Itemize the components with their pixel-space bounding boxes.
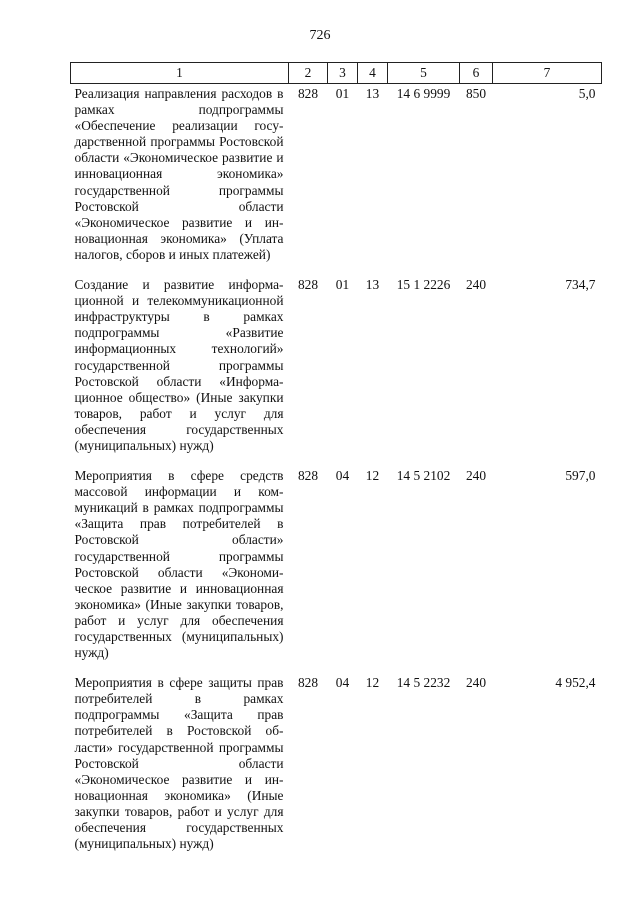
header-col-3: 3	[328, 63, 358, 84]
header-col-6: 6	[460, 63, 493, 84]
header-col-7: 7	[493, 63, 602, 84]
row-col-5: 14 5 2102	[396, 468, 451, 484]
table-row	[71, 277, 602, 468]
row-amount: 734,7	[565, 277, 596, 293]
header-col-2: 2	[289, 63, 328, 84]
row-col-2: 828	[297, 468, 319, 484]
row-col-6: 850	[465, 86, 487, 101]
row-amount: 4 952,4	[555, 675, 596, 691]
row-col-3: 04	[335, 468, 350, 484]
header-col-4: 4	[358, 63, 388, 84]
budget-table	[70, 62, 602, 866]
row-amount: 5,0	[578, 86, 596, 101]
table-header	[71, 63, 602, 84]
row-col-5: 14 5 2232	[396, 675, 451, 691]
row-amount: 597,0	[565, 468, 596, 484]
row-col-5: 14 6 9999	[396, 86, 451, 101]
header-col-1: 1	[71, 63, 289, 84]
row-col-3: 01	[335, 86, 350, 101]
row-col-4: 13	[365, 86, 380, 101]
row-col-6: 240	[465, 468, 487, 484]
row-description: Мероприятия в сфере защиты прав потребителей в рамках подпрограммы «Защита прав потребителей в Ростовской области» государственной программы Ростовской области «Экономическое развитие и инновационная экономика» (Иные закупки товаров, работ и услуг для обеспечения государственных (муниципальных) нужд)	[74, 675, 284, 852]
row-description: Создание и развитие информационной и телекоммуникационной инфраструктуры в рамках подпрограммы «Развитие информационных технологий» государственной программы Ростовской области «Информационное общество» (Иные закупки товаров, работ и услуг для обеспечения государственных (муниципальных) нужд)	[74, 277, 284, 453]
row-col-2: 828	[297, 277, 319, 293]
row-col-6: 240	[465, 675, 487, 691]
row-description: Реализация направления расходов в рамках подпрограммы «Обеспечение реализации государственной программы Ростовской области «Экономическое развитие и инновационная экономика» государственной программы Ростовской области «Экономическое развитие и инновационная экономика» (Уплата налогов, сборов и иных платежей)	[74, 86, 284, 262]
row-col-4: 12	[365, 675, 380, 691]
header-row	[71, 63, 602, 84]
row-col-4: 12	[365, 468, 380, 484]
table-row	[71, 468, 602, 675]
row-col-2: 828	[297, 675, 319, 691]
row-col-4: 13	[365, 277, 380, 293]
table-row	[71, 84, 602, 278]
row-col-6: 240	[465, 277, 487, 293]
table-row	[71, 675, 602, 866]
row-col-5: 15 1 2226	[396, 277, 451, 293]
row-col-3: 04	[335, 675, 350, 691]
row-col-2: 828	[297, 86, 319, 101]
row-description: Мероприятия в сфере средств массовой информации и коммуникаций в рамках подпрограммы «Защита прав потребителей в Ростовской области» государственной программы Ростовской области «Экономическое развитие и инновационная экономика» (Иные закупки товаров, работ и услуг для обеспечения государственных (муниципальных) нужд)	[74, 468, 284, 661]
table-body	[71, 84, 602, 867]
row-col-3: 01	[335, 277, 350, 293]
header-col-5: 5	[388, 63, 460, 84]
page-number: 726	[309, 28, 331, 43]
